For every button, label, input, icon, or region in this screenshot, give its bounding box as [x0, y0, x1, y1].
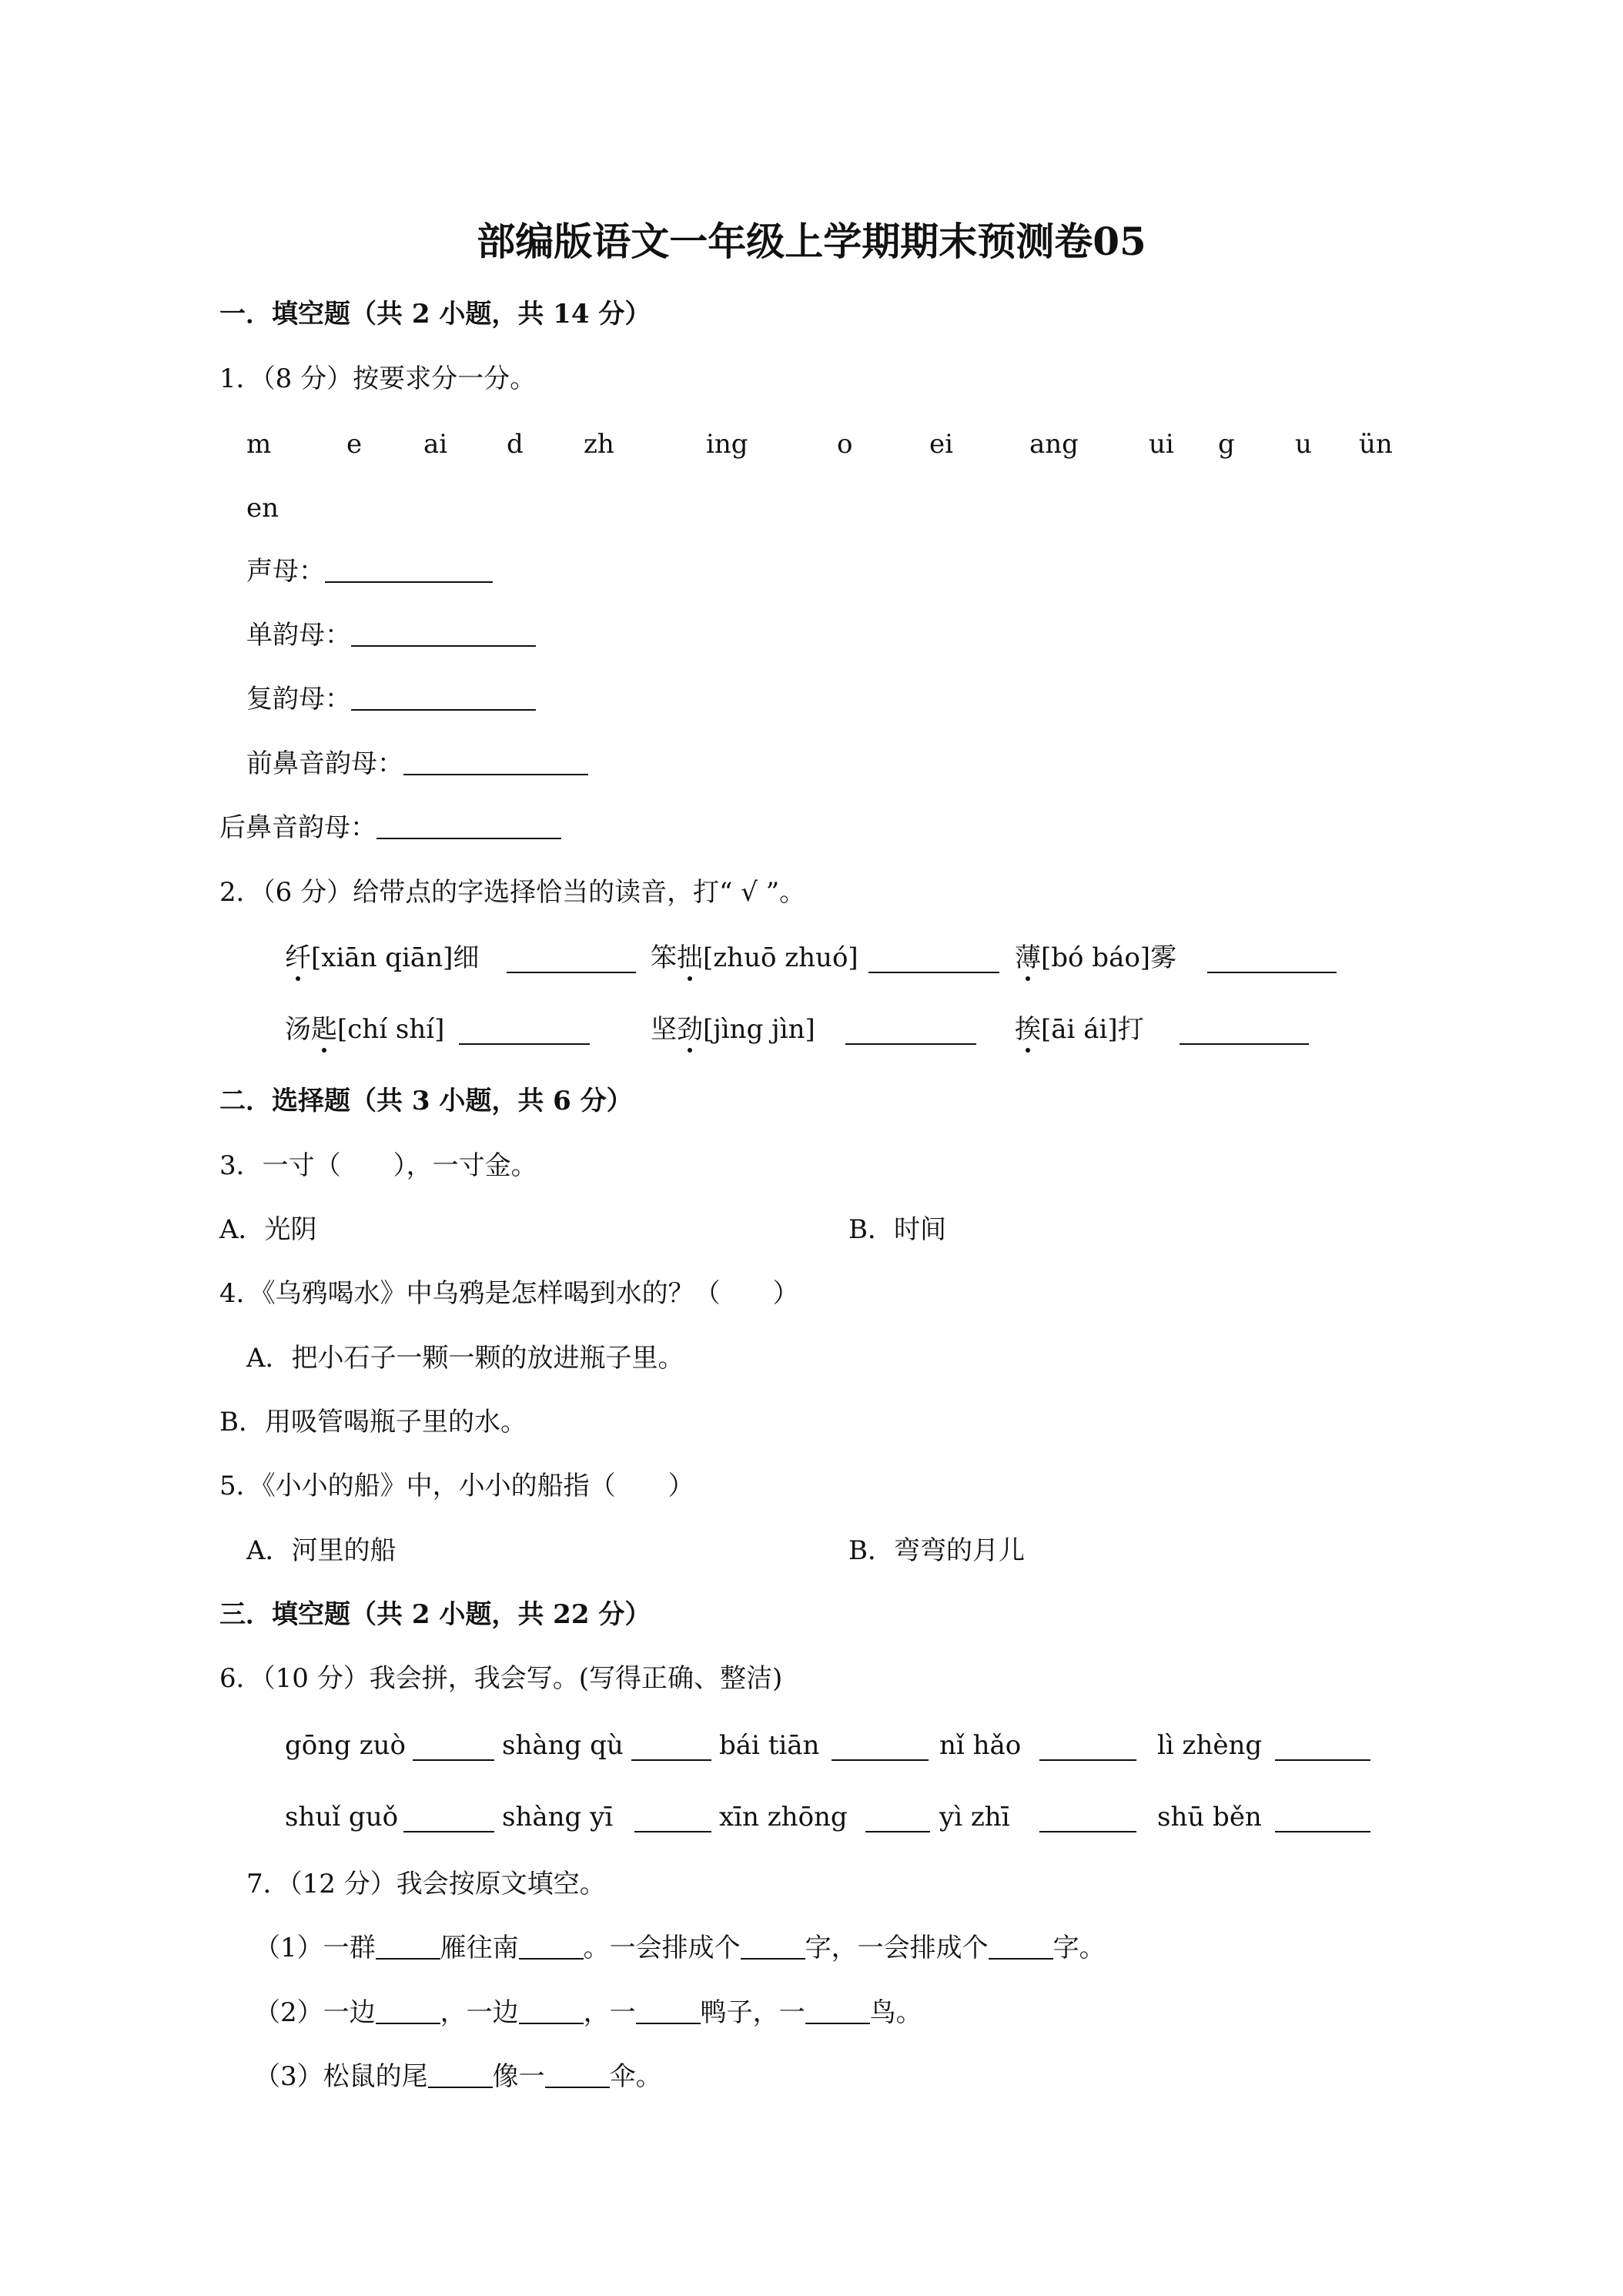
fill-line-compound-finals: 复韵母： [246, 682, 536, 716]
fill-line-back-nasal-finals: 后鼻音韵母： [219, 811, 561, 845]
answer-blank[interactable] [1180, 1020, 1309, 1045]
pinyin-letter: ün [1359, 429, 1393, 460]
pinyin-word: shàng qù [502, 1730, 624, 1761]
section-heading-3: 三．填空题（共 2 小题，共 22 分） [219, 1599, 651, 1630]
pinyin-letter: en [246, 493, 279, 524]
question-3-stem: 3．一寸（ ），一寸金。 [219, 1150, 537, 1181]
pinyin-word: gōng zuò [285, 1730, 406, 1761]
pinyin-word: lì zhèng [1157, 1730, 1263, 1761]
pinyin-letter: m [246, 429, 272, 460]
answer-blank[interactable] [519, 1935, 584, 1960]
question-4-option-a[interactable]: A．把小石子一颗一颗的放进瓶子里。 [246, 1343, 684, 1374]
reading-item: 汤匙[chí shí] [285, 1014, 445, 1045]
pinyin-word: shū běn [1157, 1802, 1262, 1832]
answer-blank[interactable] [805, 2000, 870, 2024]
pinyin-word: yì zhī [939, 1802, 1010, 1832]
answer-blank[interactable] [1207, 949, 1337, 973]
question-2-stem: 2．（6 分）给带点的字选择恰当的读音，打“ √ ”。 [219, 877, 806, 908]
pinyin-letter: g [1218, 429, 1235, 460]
question-1-stem: 1．（8 分）按要求分一分。 [219, 363, 537, 394]
question-7-stem: 7．（12 分）我会按原文填空。 [246, 1869, 606, 1899]
answer-blank[interactable] [428, 2063, 493, 2088]
answer-blank[interactable] [325, 558, 493, 583]
question-5-option-b[interactable]: B．弯弯的月儿 [848, 1535, 1025, 1566]
answer-blank[interactable] [545, 2063, 610, 2088]
answer-blank[interactable] [1275, 1808, 1370, 1832]
answer-blank[interactable] [376, 2000, 440, 2024]
section-heading-2: 二．选择题（共 3 小题，共 6 分） [219, 1086, 633, 1116]
answer-blank[interactable] [634, 1808, 711, 1832]
pinyin-letter: ing [706, 429, 748, 460]
answer-blank[interactable] [865, 1808, 930, 1832]
answer-blank[interactable] [403, 751, 588, 775]
question-7-part-1: （1）一群 雁往南 。一会排成个 字，一会排成个 字。 [254, 1933, 1106, 1963]
pinyin-letter: ui [1149, 429, 1174, 460]
answer-blank[interactable] [519, 2000, 584, 2024]
fill-line-initials: 声母： [246, 554, 493, 588]
answer-blank[interactable] [413, 1736, 494, 1761]
reading-item: 坚劲[jìng jìn] [651, 1014, 815, 1045]
answer-blank[interactable] [351, 686, 536, 711]
answer-blank[interactable] [1039, 1736, 1136, 1761]
answer-blank[interactable] [636, 2000, 701, 2024]
fill-line-front-nasal-finals: 前鼻音韵母： [246, 747, 588, 781]
answer-blank[interactable] [989, 1935, 1053, 1960]
pinyin-letter: ei [929, 429, 953, 460]
pinyin-letter: o [837, 429, 853, 460]
answer-blank[interactable] [741, 1935, 805, 1960]
pinyin-letter: u [1295, 429, 1312, 460]
answer-blank[interactable] [832, 1736, 929, 1761]
question-7-part-2: （2）一边 ，一边 ，一 鸭子，一 鸟。 [254, 1997, 922, 2028]
reading-item: 挨[āi ái]打 [1015, 1014, 1144, 1045]
answer-blank[interactable] [376, 1935, 440, 1960]
answer-blank[interactable] [507, 949, 636, 973]
question-6-stem: 6．（10 分）我会拼，我会写。(写得正确、整洁) [219, 1663, 783, 1694]
pinyin-letter: ai [423, 429, 448, 460]
pinyin-letter: e [346, 429, 363, 460]
reading-item: 薄[bó báo]雾 [1015, 942, 1177, 973]
pinyin-word: shuǐ guǒ [285, 1802, 399, 1832]
answer-blank[interactable] [459, 1020, 590, 1045]
question-5-option-a[interactable]: A．河里的船 [246, 1535, 397, 1566]
page-title: 部编版语文一年级上学期期末预测卷05 [477, 219, 1146, 264]
answer-blank[interactable] [376, 815, 561, 839]
question-4-option-b[interactable]: B．用吸管喝瓶子里的水。 [219, 1407, 527, 1438]
answer-blank[interactable] [631, 1736, 711, 1761]
answer-blank[interactable] [845, 1020, 976, 1045]
pinyin-word: xīn zhōng [719, 1802, 848, 1832]
pinyin-word: bái tiān [719, 1730, 820, 1761]
pinyin-letter: ang [1029, 429, 1079, 460]
answer-blank[interactable] [1275, 1736, 1370, 1761]
reading-item: 笨拙[zhuō zhuó] [651, 942, 858, 973]
reading-item: 纤[xiān qiān]细 [285, 942, 480, 973]
answer-blank[interactable] [1039, 1808, 1136, 1832]
question-4-stem: 4．《乌鸦喝水》中乌鸦是怎样喝到水的？（ ） [219, 1278, 799, 1309]
question-5-stem: 5．《小小的船》中，小小的船指（ ） [219, 1471, 694, 1501]
section-heading-1: 一．填空题（共 2 小题，共 14 分） [219, 299, 651, 330]
question-3-option-a[interactable]: A．光阴 [219, 1214, 317, 1245]
pinyin-word: shàng yī [502, 1802, 614, 1832]
pinyin-letter: d [507, 429, 524, 460]
answer-blank[interactable] [868, 949, 999, 973]
question-7-part-3: （3）松鼠的尾 像一 伞。 [254, 2061, 662, 2092]
pinyin-letter: zh [584, 429, 614, 460]
pinyin-word: nǐ hǎo [939, 1730, 1022, 1761]
fill-line-simple-finals: 单韵母： [246, 618, 536, 652]
question-3-option-b[interactable]: B．时间 [848, 1214, 946, 1245]
answer-blank[interactable] [403, 1808, 494, 1832]
answer-blank[interactable] [351, 622, 536, 647]
